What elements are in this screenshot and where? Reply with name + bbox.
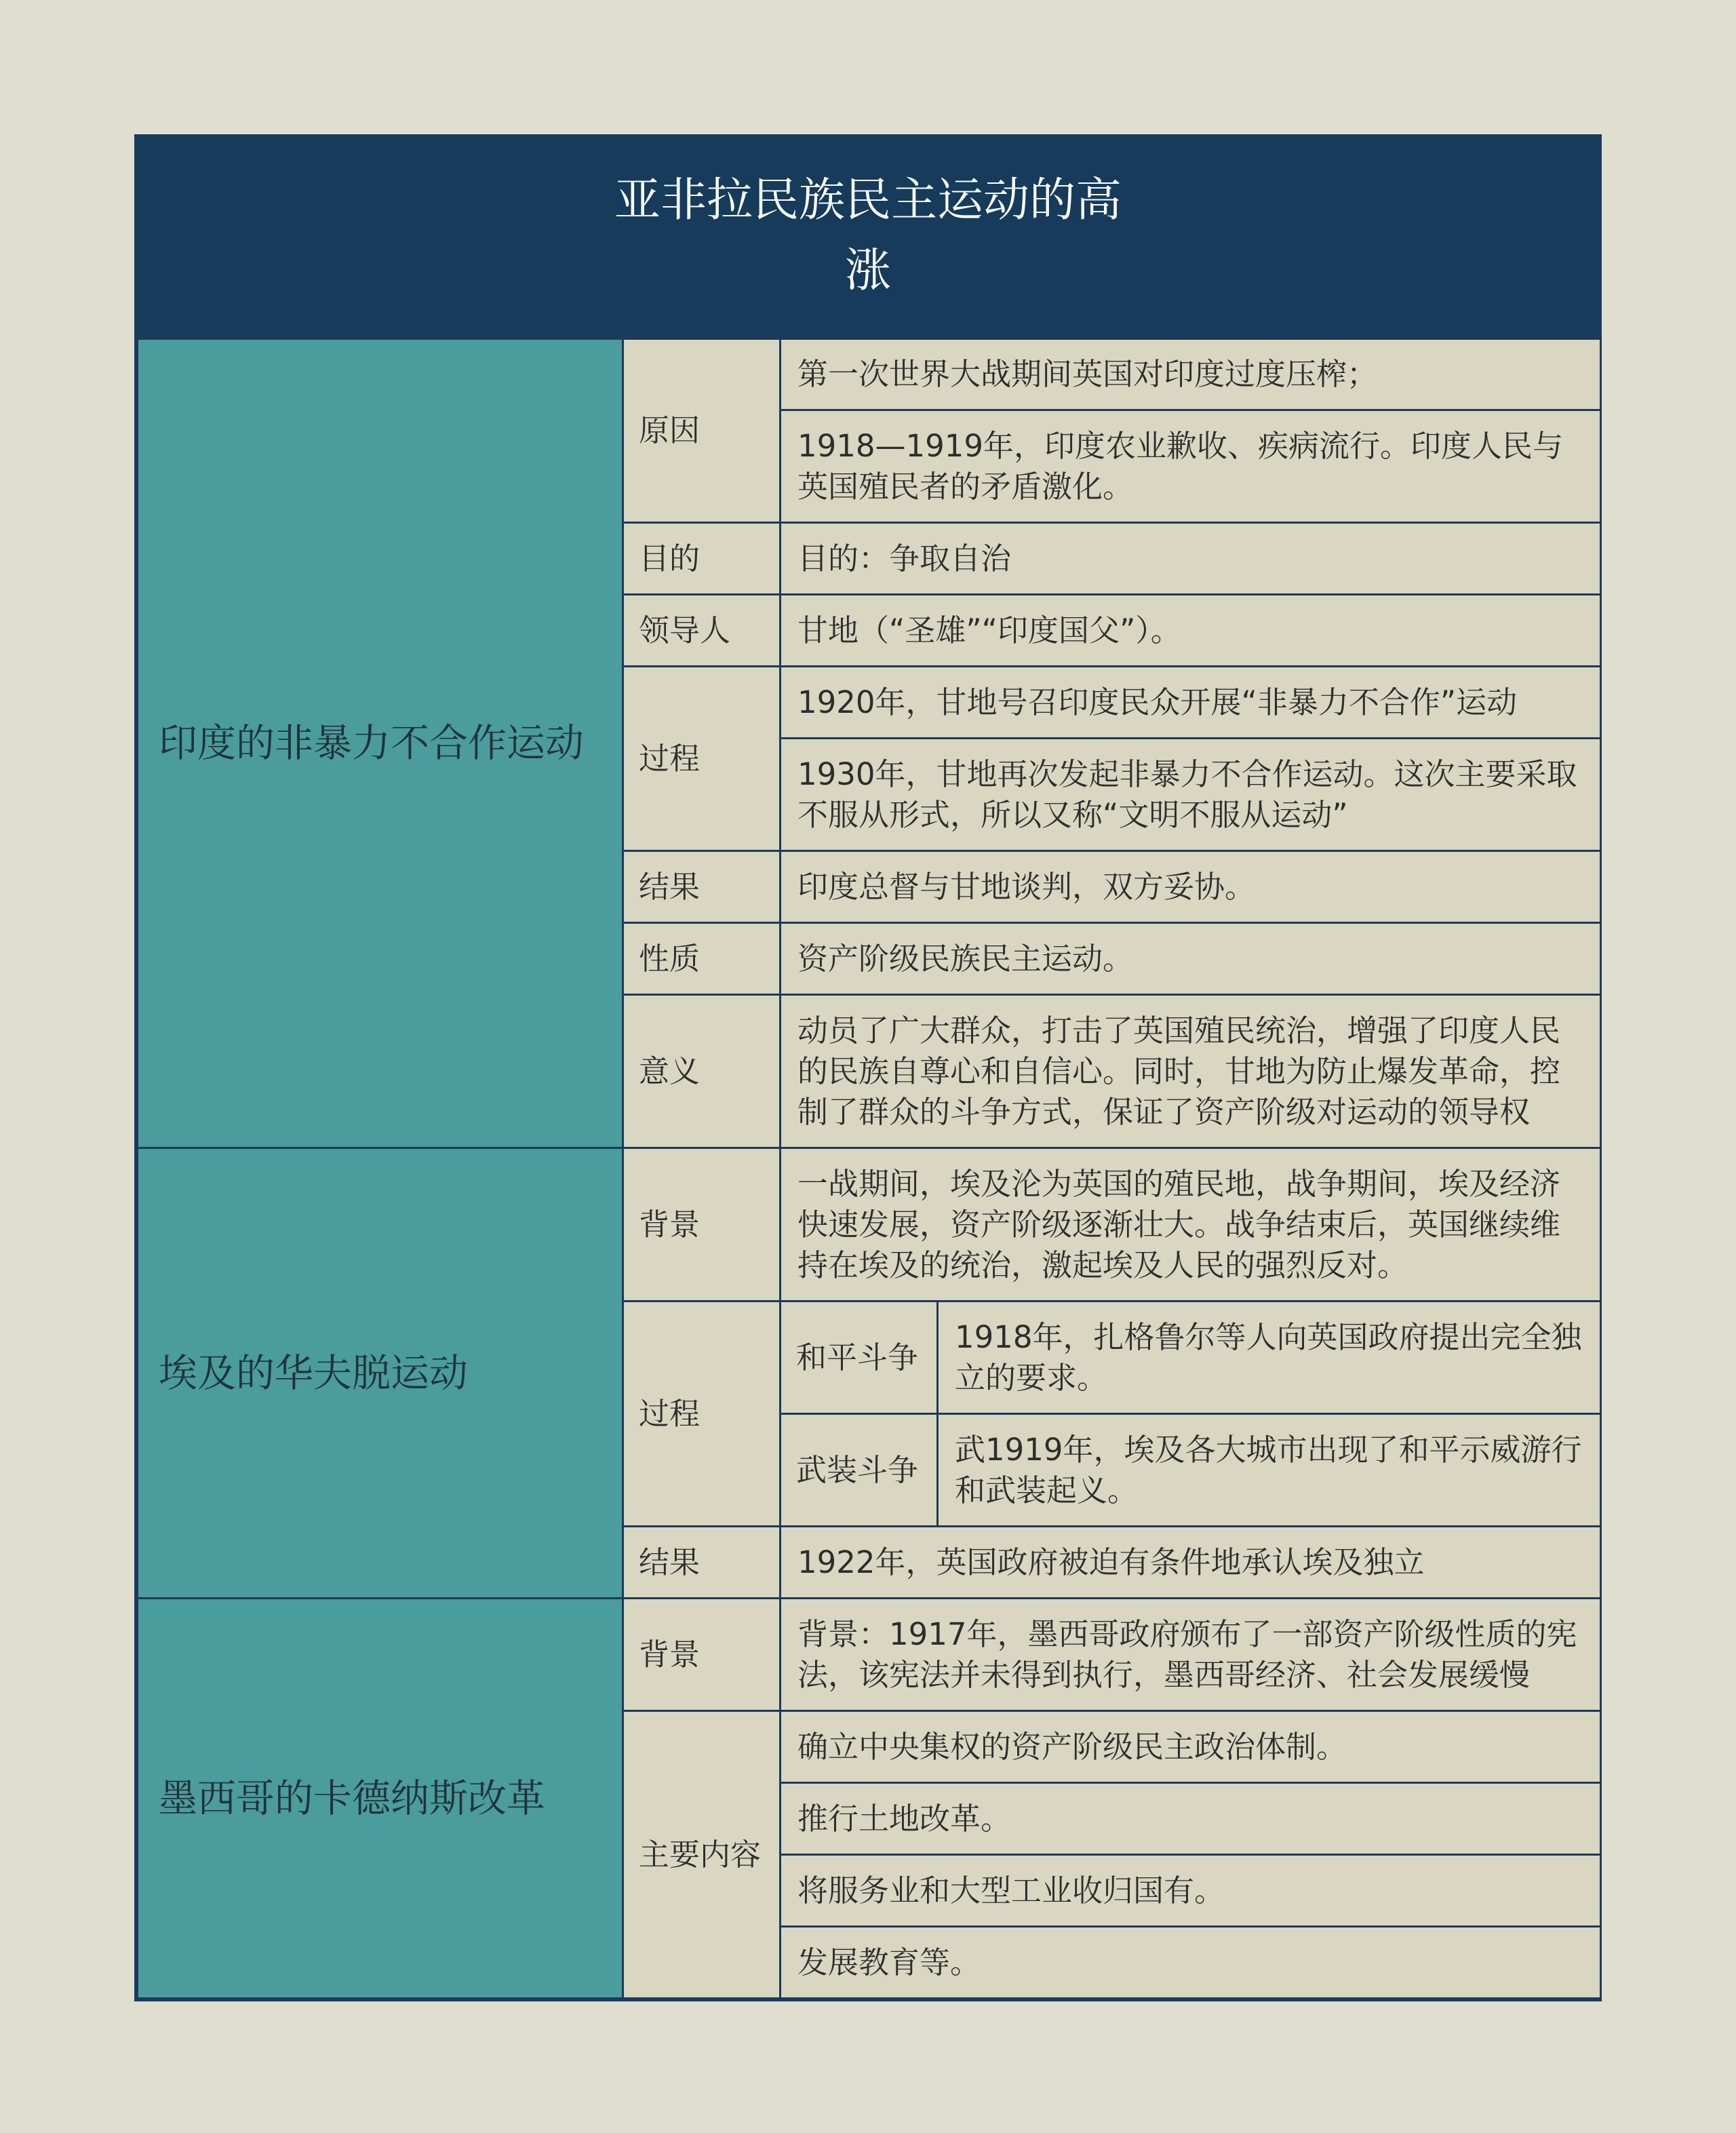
text-cell: 印度总督与甘地谈判，双方妥协。 [781, 851, 1601, 923]
topic-india: 印度的非暴力不合作运动 [138, 339, 623, 1148]
text-cell: 动员了广大群众，打击了英国殖民统治，增强了印度人民的民族自尊心和自信心。同时，甘地为防止爆发革命，控制了群众的斗争方式，保证了资产阶级对运动的领导权 [781, 995, 1601, 1148]
label-armed-struggle: 武装斗争 [781, 1414, 938, 1527]
label-process: 过程 [623, 1302, 781, 1527]
text-cell: 资产阶级民族民主运动。 [781, 923, 1601, 995]
text-cell: 1922年，英国政府被迫有条件地承认埃及独立 [781, 1527, 1601, 1599]
title-header [136, 136, 1600, 338]
text-cell: 将服务业和大型工业收归国有。 [781, 1855, 1601, 1927]
label-process: 过程 [623, 667, 781, 851]
text-cell: 第一次世界大战期间英国对印度过度压榨； [781, 339, 1601, 410]
text-cell: 推行土地改革。 [781, 1783, 1601, 1855]
label-background: 背景 [623, 1148, 781, 1302]
text-cell: 发展教育等。 [781, 1927, 1601, 1999]
label-background: 背景 [623, 1599, 781, 1711]
text-cell: 1918—1919年，印度农业歉收、疾病流行。印度人民与英国殖民者的矛盾激化。 [781, 410, 1601, 523]
page-title-line-1: 亚非拉民族民主运动的高 [614, 174, 1122, 227]
text-cell: 背景：1917年，墨西哥政府颁布了一部资产阶级性质的宪法，该宪法并未得到执行，墨西哥经济、社会发展缓慢 [781, 1599, 1601, 1711]
label-goal: 目的 [623, 523, 781, 595]
mindmap-table [134, 134, 1602, 2001]
text-cell: 1920年，甘地号召印度民众开展“非暴力不合作”运动 [781, 667, 1601, 739]
text-cell: 武1919年，埃及各大城市出现了和平示威游行和武装起义。 [938, 1414, 1601, 1527]
label-result: 结果 [623, 851, 781, 923]
label-peaceful-struggle: 和平斗争 [781, 1302, 938, 1414]
text-cell: 1918年，扎格鲁尔等人向英国政府提出完全独立的要求。 [938, 1302, 1601, 1414]
text-cell: 1930年，甘地再次发起非暴力不合作运动。这次主要采取不服从形式，所以又称“文明不服从运动” [781, 739, 1601, 851]
label-leader: 领导人 [623, 595, 781, 667]
label-main-content: 主要内容 [623, 1711, 781, 1999]
text-cell: 目的：争取自治 [781, 523, 1601, 595]
content-table [136, 338, 1602, 1999]
topic-egypt: 埃及的华夫脱运动 [138, 1148, 623, 1599]
text-cell: 确立中央集权的资产阶级民主政治体制。 [781, 1711, 1601, 1783]
label-significance: 意义 [623, 995, 781, 1148]
page-title-line-2: 涨 [844, 244, 891, 298]
text-cell: 甘地（“圣雄”“印度国父”）。 [781, 595, 1601, 667]
label-nature: 性质 [623, 923, 781, 995]
topic-mexico: 墨西哥的卡德纳斯改革 [138, 1599, 623, 1999]
label-cause: 原因 [623, 339, 781, 523]
label-result: 结果 [623, 1527, 781, 1599]
text-cell: 一战期间，埃及沦为英国的殖民地，战争期间，埃及经济快速发展，资产阶级逐渐壮大。战争结束后，英国继续维持在埃及的统治，激起埃及人民的强烈反对。 [781, 1148, 1601, 1302]
